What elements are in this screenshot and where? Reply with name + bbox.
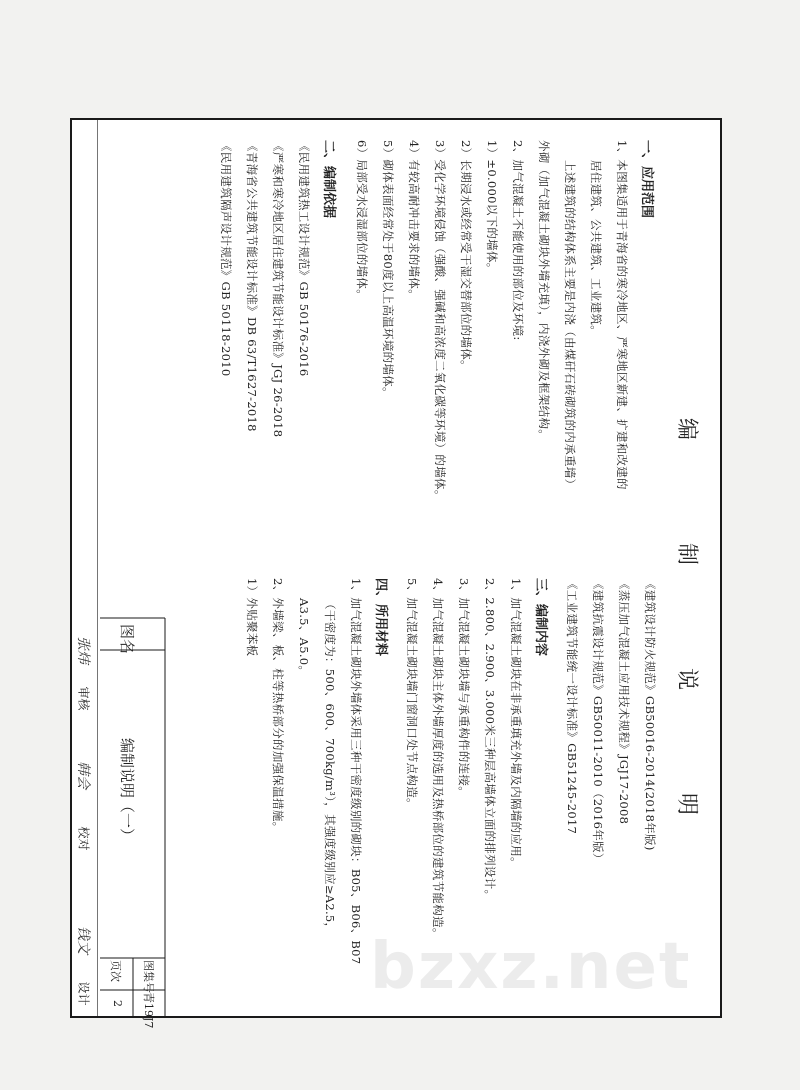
signature-label-design: 设计: [76, 981, 91, 1006]
watermark: bzxz.net: [370, 930, 692, 1004]
titleblock-name-value: 编制说明（一）: [118, 738, 136, 844]
content-line: 4、加气混凝土砌块主体外墙厚度的选用及热桥部位的建筑节能构造。: [431, 578, 445, 940]
titleblock-page-value: 2: [111, 1000, 124, 1007]
titleblock-atlas-value: 青19J7: [142, 992, 155, 1029]
scope-line: 4）有较高耐冲击要求的墙体。: [407, 140, 421, 302]
basis-line: 《严寒和寒冷地区居住建筑节能设计标准》JGJ 26-2018: [271, 140, 285, 438]
page-title: 编 制 说 明: [674, 418, 699, 863]
rotated-content: [100, 118, 710, 1029]
signature-strip-lines: [70, 118, 98, 1018]
section-title-basis: 二、编制依据: [321, 140, 336, 219]
signature-strip: [70, 118, 98, 1018]
materials-line: A3.5、A5.0。: [297, 598, 311, 678]
scope-line: 外砌（加气混凝土砌块外墙充填），内浇外砌及框架结构。: [537, 140, 551, 442]
titleblock-page-label: 页次: [109, 960, 122, 982]
signature-label-check: 校对: [76, 826, 91, 851]
titleblock-atlas-label: 图集号: [142, 960, 155, 993]
signature-label-review: 审核: [76, 686, 91, 711]
scope-line: 2）长期浸水或经常受干湿交替部位的墙体。: [459, 140, 473, 372]
scope-line: 上述建筑的结构体系主要是内浇（由煤矸石砖砌筑的内承重墙）: [563, 160, 577, 491]
signature-design-handwritten: 钱文: [75, 926, 91, 954]
scope-line: 1）±0.000以下的墙体。: [485, 140, 499, 275]
materials-line: 1、加气混凝土砌块外墙体采用三种干密度级别的砌块：B05、B06、B07: [349, 578, 363, 965]
scope-line: 居住建筑、公共建筑、工业建筑。: [589, 160, 603, 337]
content-line: 2、2.800、2.900、3.000米三种层高墙体立面的排列设计。: [483, 578, 497, 902]
titleblock-lines: [100, 118, 710, 1018]
basis-line: 《工业建筑节能统一设计标准》GB51245-2017: [565, 578, 579, 835]
basis-line: 《建筑设计防火规范》GB50016-2014(2018年版): [643, 578, 657, 851]
basis-line: 《青海省公共建筑节能设计标准》DB 63/T1627-2018: [245, 140, 259, 432]
basis-line: 《民用建筑热工设计规范》GB 50176-2016: [297, 140, 311, 377]
materials-line: 1）外贴聚苯板: [245, 578, 259, 657]
section-title-scope: 一、应用范围: [639, 140, 654, 219]
basis-line: 《蒸压加气混凝土应用技术规程》JGJ17-2008: [617, 578, 631, 825]
basis-line: 《民用建筑隔声设计规范》GB 50118-2010: [219, 140, 233, 377]
scope-line: 5）砌体表面经常处于80度以上高温环境的墙体。: [381, 140, 395, 399]
scope-line: 6）局部受水浸湿部位的墙体。: [355, 140, 369, 302]
scope-line: 3）受化学环境侵蚀（强酸、强碱和高浓度二氧化碳等环境）的墙体。: [433, 140, 447, 502]
section-title-materials: 四、所用材料: [373, 578, 388, 657]
scope-line: 2、加气混凝土不能使用的部位及环境:: [511, 140, 525, 341]
materials-line: 2、外墙梁、板、柱等热桥部分的加强保温措施。: [271, 578, 285, 834]
signature-check-handwritten: 韩会: [75, 761, 91, 789]
content-line: 5、加气混凝土砌块墙门窗洞口处节点构造。: [405, 578, 419, 810]
titleblock-name-label: 图名: [118, 624, 136, 655]
content-line: 1、加气混凝土砌块在非承重填充外墙及内隔墙的应用。: [509, 578, 523, 869]
section-title-content: 三、编制内容: [533, 578, 548, 657]
content-line: 3、加气混凝土砌块墙与承重构件的连接。: [457, 578, 471, 799]
basis-line: 《建筑抗震设计规范》GB50011-2010（2016年版）: [591, 578, 605, 865]
scope-line: 1、本图集适用于青海省的寒冷地区、严寒地区新建、扩建和改建的: [615, 140, 629, 490]
materials-line: （干密度为：500、600、700kg/m³），其强度级别应≥A2.5，: [323, 598, 337, 935]
signature-review-handwritten: 张炜: [75, 636, 91, 664]
